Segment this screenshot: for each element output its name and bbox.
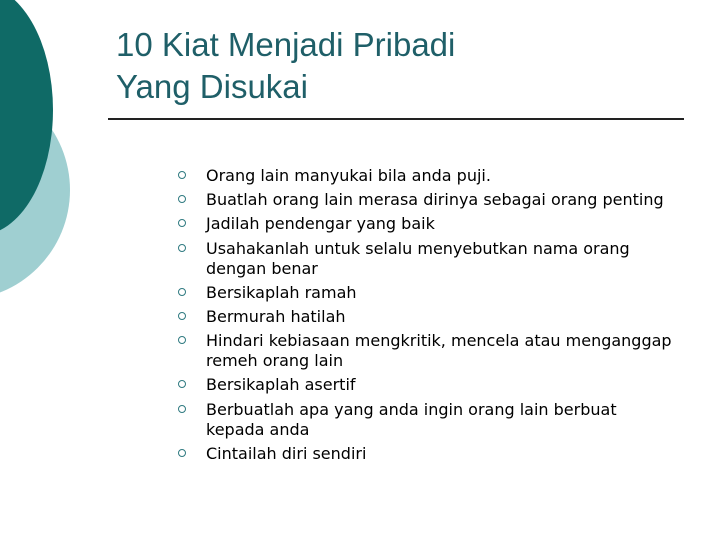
bullet-text: Bersikaplah ramah (206, 282, 357, 302)
bullet-item (178, 400, 678, 440)
bullet-text: Cintailah diri sendiri (206, 443, 367, 463)
bullet-list (178, 166, 678, 468)
bullet-item (178, 214, 678, 234)
hollow-circle-icon (178, 288, 186, 296)
decorative-circles (0, 0, 120, 320)
hollow-circle-icon (178, 336, 186, 344)
title-line: 10 Kiat Menjadi Pribadi (116, 26, 456, 63)
bullet-text: Usahakanlah untuk selalu menyebutkan nama orang dengan benar (206, 238, 630, 278)
hollow-circle-icon (178, 380, 186, 388)
bullet-item (178, 166, 678, 186)
bullet-text: Bermurah hatilah (206, 306, 346, 326)
bullet-text: Berbuatlah apa yang anda ingin orang lain berbuat kepada anda (206, 399, 617, 439)
bullet-item (178, 375, 678, 395)
title-underline (108, 118, 684, 120)
title-line: Yang Disukai (116, 68, 308, 105)
hollow-circle-icon (178, 405, 186, 413)
hollow-circle-icon (178, 219, 186, 227)
hollow-circle-icon (178, 312, 186, 320)
bullet-item (178, 307, 678, 327)
bullet-text: Orang lain manyukai bila anda puji. (206, 166, 491, 185)
hollow-circle-icon (178, 171, 186, 179)
bullet-text: Buatlah orang lain merasa dirinya sebagai orang penting (206, 190, 664, 210)
bullet-item (178, 444, 678, 464)
hollow-circle-icon (178, 449, 186, 457)
bullet-item (178, 239, 678, 279)
bullet-item (178, 283, 678, 303)
slide-title (116, 24, 455, 108)
bullet-text: Bersikaplah asertif (206, 375, 356, 395)
bullet-item (178, 190, 678, 210)
hollow-circle-icon (178, 195, 186, 203)
bullet-text: Hindari kebiasaan mengkritik, mencela atau menganggap remeh orang lain (206, 331, 672, 371)
hollow-circle-icon (178, 244, 186, 252)
bullet-item (178, 331, 678, 371)
bullet-text: Jadilah pendengar yang baik (206, 214, 435, 234)
